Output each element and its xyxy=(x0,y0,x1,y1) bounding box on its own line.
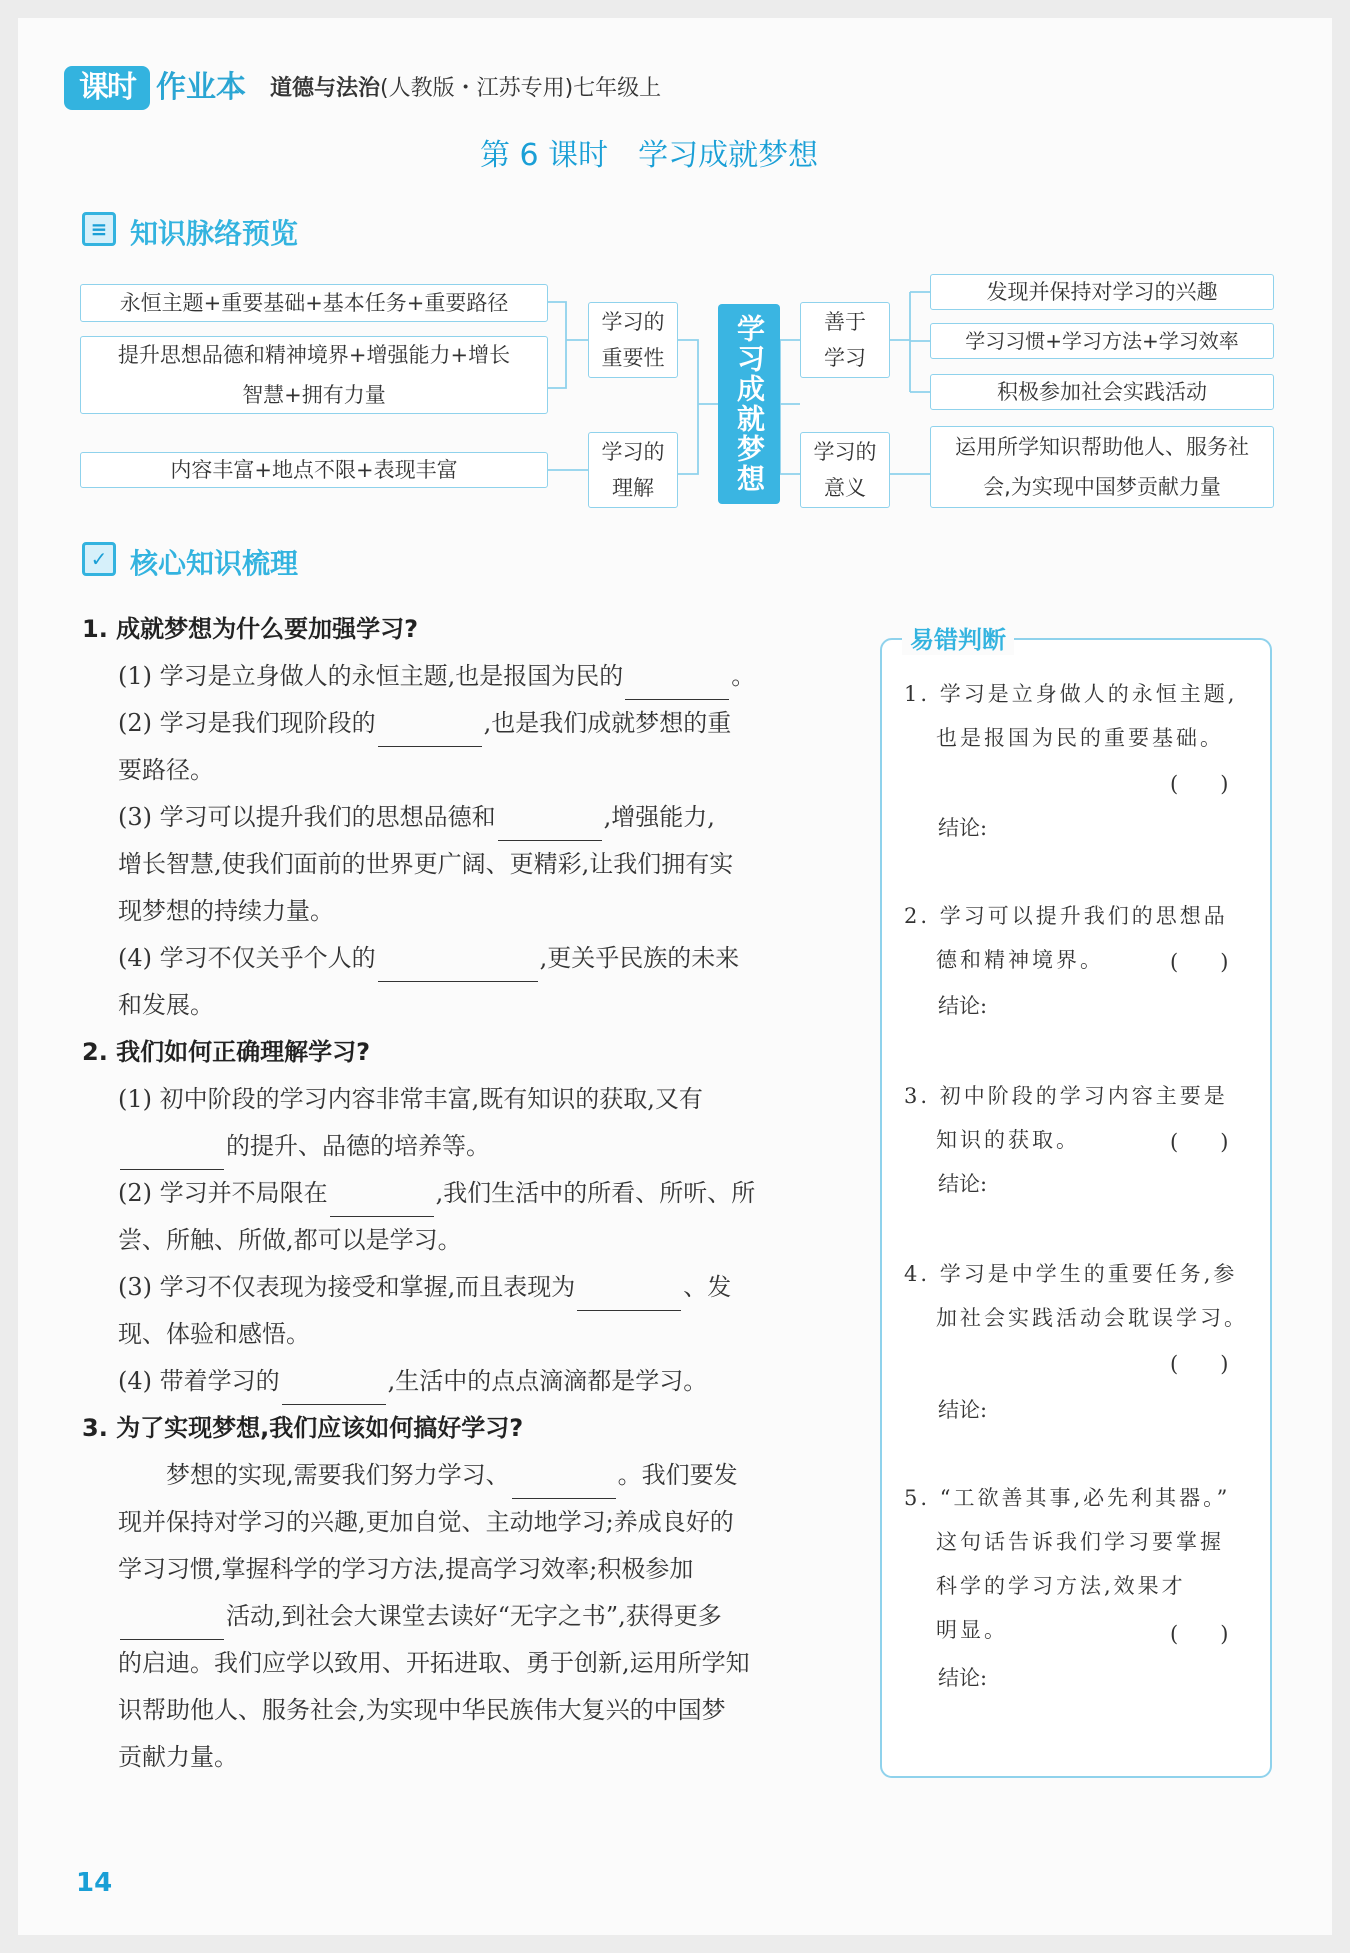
q2-item-4: (4) 带着学习的 ,生活中的点点滴滴都是学习。 xyxy=(118,1358,852,1405)
answer-blank[interactable] xyxy=(120,1609,224,1640)
answer-blank[interactable] xyxy=(378,951,538,982)
error-item-3: 3. 初中阶段的学习内容主要是 知识的获取。 xyxy=(904,1084,1228,1152)
q2-item-1-cont: 的提升、品德的培养等。 xyxy=(118,1123,852,1170)
question-3-body xyxy=(82,1452,852,1781)
book-icon: ≡ xyxy=(82,212,116,246)
q1-item-4: (4) 学习不仅关乎个人的 ,更关乎民族的未来 xyxy=(118,935,852,982)
question-1-title: 1. 成就梦想为什么要加强学习? xyxy=(82,615,419,643)
answer-blank[interactable] xyxy=(120,1139,224,1170)
q2-item-3-cont: 现、体验和感悟。 xyxy=(118,1320,310,1348)
q2-item-2-cont: 尝、所触、所做,都可以是学习。 xyxy=(118,1226,462,1254)
mindmap-node-learn-well: 善于学习 xyxy=(800,302,890,378)
answer-parentheses[interactable]: ( ) xyxy=(1170,1130,1229,1154)
mindmap-left-box-3: 内容丰富+地点不限+表现丰富 xyxy=(80,452,548,488)
conclusion-label: 结论: xyxy=(938,994,988,1018)
q2-item-3: (3) 学习不仅表现为接受和掌握,而且表现为 、发 xyxy=(118,1264,852,1311)
question-1-body xyxy=(82,653,852,1029)
section-title-core: 核心知识梳理 xyxy=(130,547,299,580)
error-item-1: 1. 学习是立身做人的永恒主题, 也是报国为民的重要基础。 xyxy=(904,682,1238,750)
brand-logo-box: 课时 xyxy=(64,66,150,110)
q1-item-3-cont2: 现梦想的持续力量。 xyxy=(118,897,334,925)
mindmap-node-importance: 学习的重要性 xyxy=(588,302,678,378)
q3-line-3: 学习习惯,掌握科学的学习方法,提高学习效率;积极参加 xyxy=(118,1555,694,1583)
mindmap-right-box-4: 运用所学知识帮助他人、服务社会,为实现中国梦贡献力量 xyxy=(930,426,1274,508)
error-item-4: 4. 学习是中学生的重要任务,参 加社会实践活动会耽误学习。 xyxy=(904,1262,1248,1330)
q1-item-3: (3) 学习可以提升我们的思想品德和 ,增强能力, xyxy=(118,794,852,841)
q1-item-2: (2) 学习是我们现阶段的 ,也是我们成就梦想的重 xyxy=(118,700,852,747)
mindmap-right-box-2: 学习习惯+学习方法+学习效率 xyxy=(930,323,1274,359)
q3-line-6: 识帮助他人、服务社会,为实现中华民族伟大复兴的中国梦 xyxy=(118,1696,726,1724)
conclusion-label: 结论: xyxy=(938,1398,988,1422)
mindmap-left-box-2: 提升思想品德和精神境界+增强能力+增长智慧+拥有力量 xyxy=(80,336,548,414)
mindmap-right-box-3: 积极参加社会实践活动 xyxy=(930,374,1274,410)
mindmap-right-box-1: 发现并保持对学习的兴趣 xyxy=(930,274,1274,310)
answer-blank[interactable] xyxy=(282,1374,386,1405)
check-icon: ✓ xyxy=(82,542,116,576)
conclusion-label: 结论: xyxy=(938,1666,988,1690)
page-number: 14 xyxy=(76,1868,113,1898)
answer-parentheses[interactable]: ( ) xyxy=(1170,1352,1229,1376)
q3-line-2: 现并保持对学习的兴趣,更加自觉、主动地学习;养成良好的 xyxy=(118,1508,734,1536)
question-3-title: 3. 为了实现梦想,我们应该如何搞好学习? xyxy=(82,1414,524,1442)
conclusion-label: 结论: xyxy=(938,1172,988,1196)
q2-item-1: (1) 初中阶段的学习内容非常丰富,既有知识的获取,又有 xyxy=(118,1085,703,1113)
answer-blank[interactable] xyxy=(577,1280,681,1311)
questions-area xyxy=(82,606,852,1781)
mindmap-left-box-1: 永恒主题+重要基础+基本任务+重要路径 xyxy=(80,284,548,322)
q1-item-4-cont: 和发展。 xyxy=(118,991,214,1019)
q1-item-3-cont: 增长智慧,使我们面前的世界更广阔、更精彩,让我们拥有实 xyxy=(118,850,734,878)
q3-line-5: 的启迪。我们应学以致用、开拓进取、勇于创新,运用所学知 xyxy=(118,1649,750,1677)
q3-line-4: 活动,到社会大课堂去读好“无字之书”,获得更多 xyxy=(118,1593,852,1640)
lesson-title: 第 6 课时 学习成就梦想 xyxy=(480,138,819,173)
question-2-body xyxy=(82,1076,852,1405)
answer-blank[interactable] xyxy=(378,716,482,747)
answer-blank[interactable] xyxy=(625,669,729,700)
answer-blank[interactable] xyxy=(498,810,602,841)
brand-logo-text: 作业本 xyxy=(156,70,246,105)
mindmap-node-significance: 学习的意义 xyxy=(800,432,890,508)
subject-name: 道德与法治 xyxy=(270,76,381,101)
error-item-5: 5. “工欲善其事,必先利其器。” 这句话告诉我们学习要掌握 科学的学习方法,效果才 明显。 xyxy=(904,1486,1231,1642)
q3-line-7: 贡献力量。 xyxy=(118,1743,238,1771)
q2-item-2: (2) 学习并不局限在 ,我们生活中的所看、所听、所 xyxy=(118,1170,852,1217)
q3-line-1: 梦想的实现,需要我们努力学习、 。我们要发 xyxy=(118,1452,852,1499)
answer-parentheses[interactable]: ( ) xyxy=(1170,1622,1229,1646)
answer-blank[interactable] xyxy=(512,1468,616,1499)
q1-item-2-cont: 要路径。 xyxy=(118,756,214,784)
mindmap-node-understanding: 学习的理解 xyxy=(588,432,678,508)
conclusion-label: 结论: xyxy=(938,816,988,840)
error-judgment-title: 易错判断 xyxy=(902,620,1014,655)
error-item-2: 2. 学习可以提升我们的思想品 德和精神境界。 xyxy=(904,904,1228,972)
q1-item-1: (1) 学习是立身做人的永恒主题,也是报国为民的 。 xyxy=(118,653,852,700)
subject-edition: (人教版・江苏专用)七年级上 xyxy=(380,76,662,101)
mindmap-center-node: 学习成就梦想 xyxy=(718,304,780,504)
answer-parentheses[interactable]: ( ) xyxy=(1170,950,1229,974)
answer-blank[interactable] xyxy=(330,1186,434,1217)
section-title-overview: 知识脉络预览 xyxy=(130,217,299,250)
question-2-title: 2. 我们如何正确理解学习? xyxy=(82,1038,371,1066)
answer-parentheses[interactable]: ( ) xyxy=(1170,772,1229,796)
